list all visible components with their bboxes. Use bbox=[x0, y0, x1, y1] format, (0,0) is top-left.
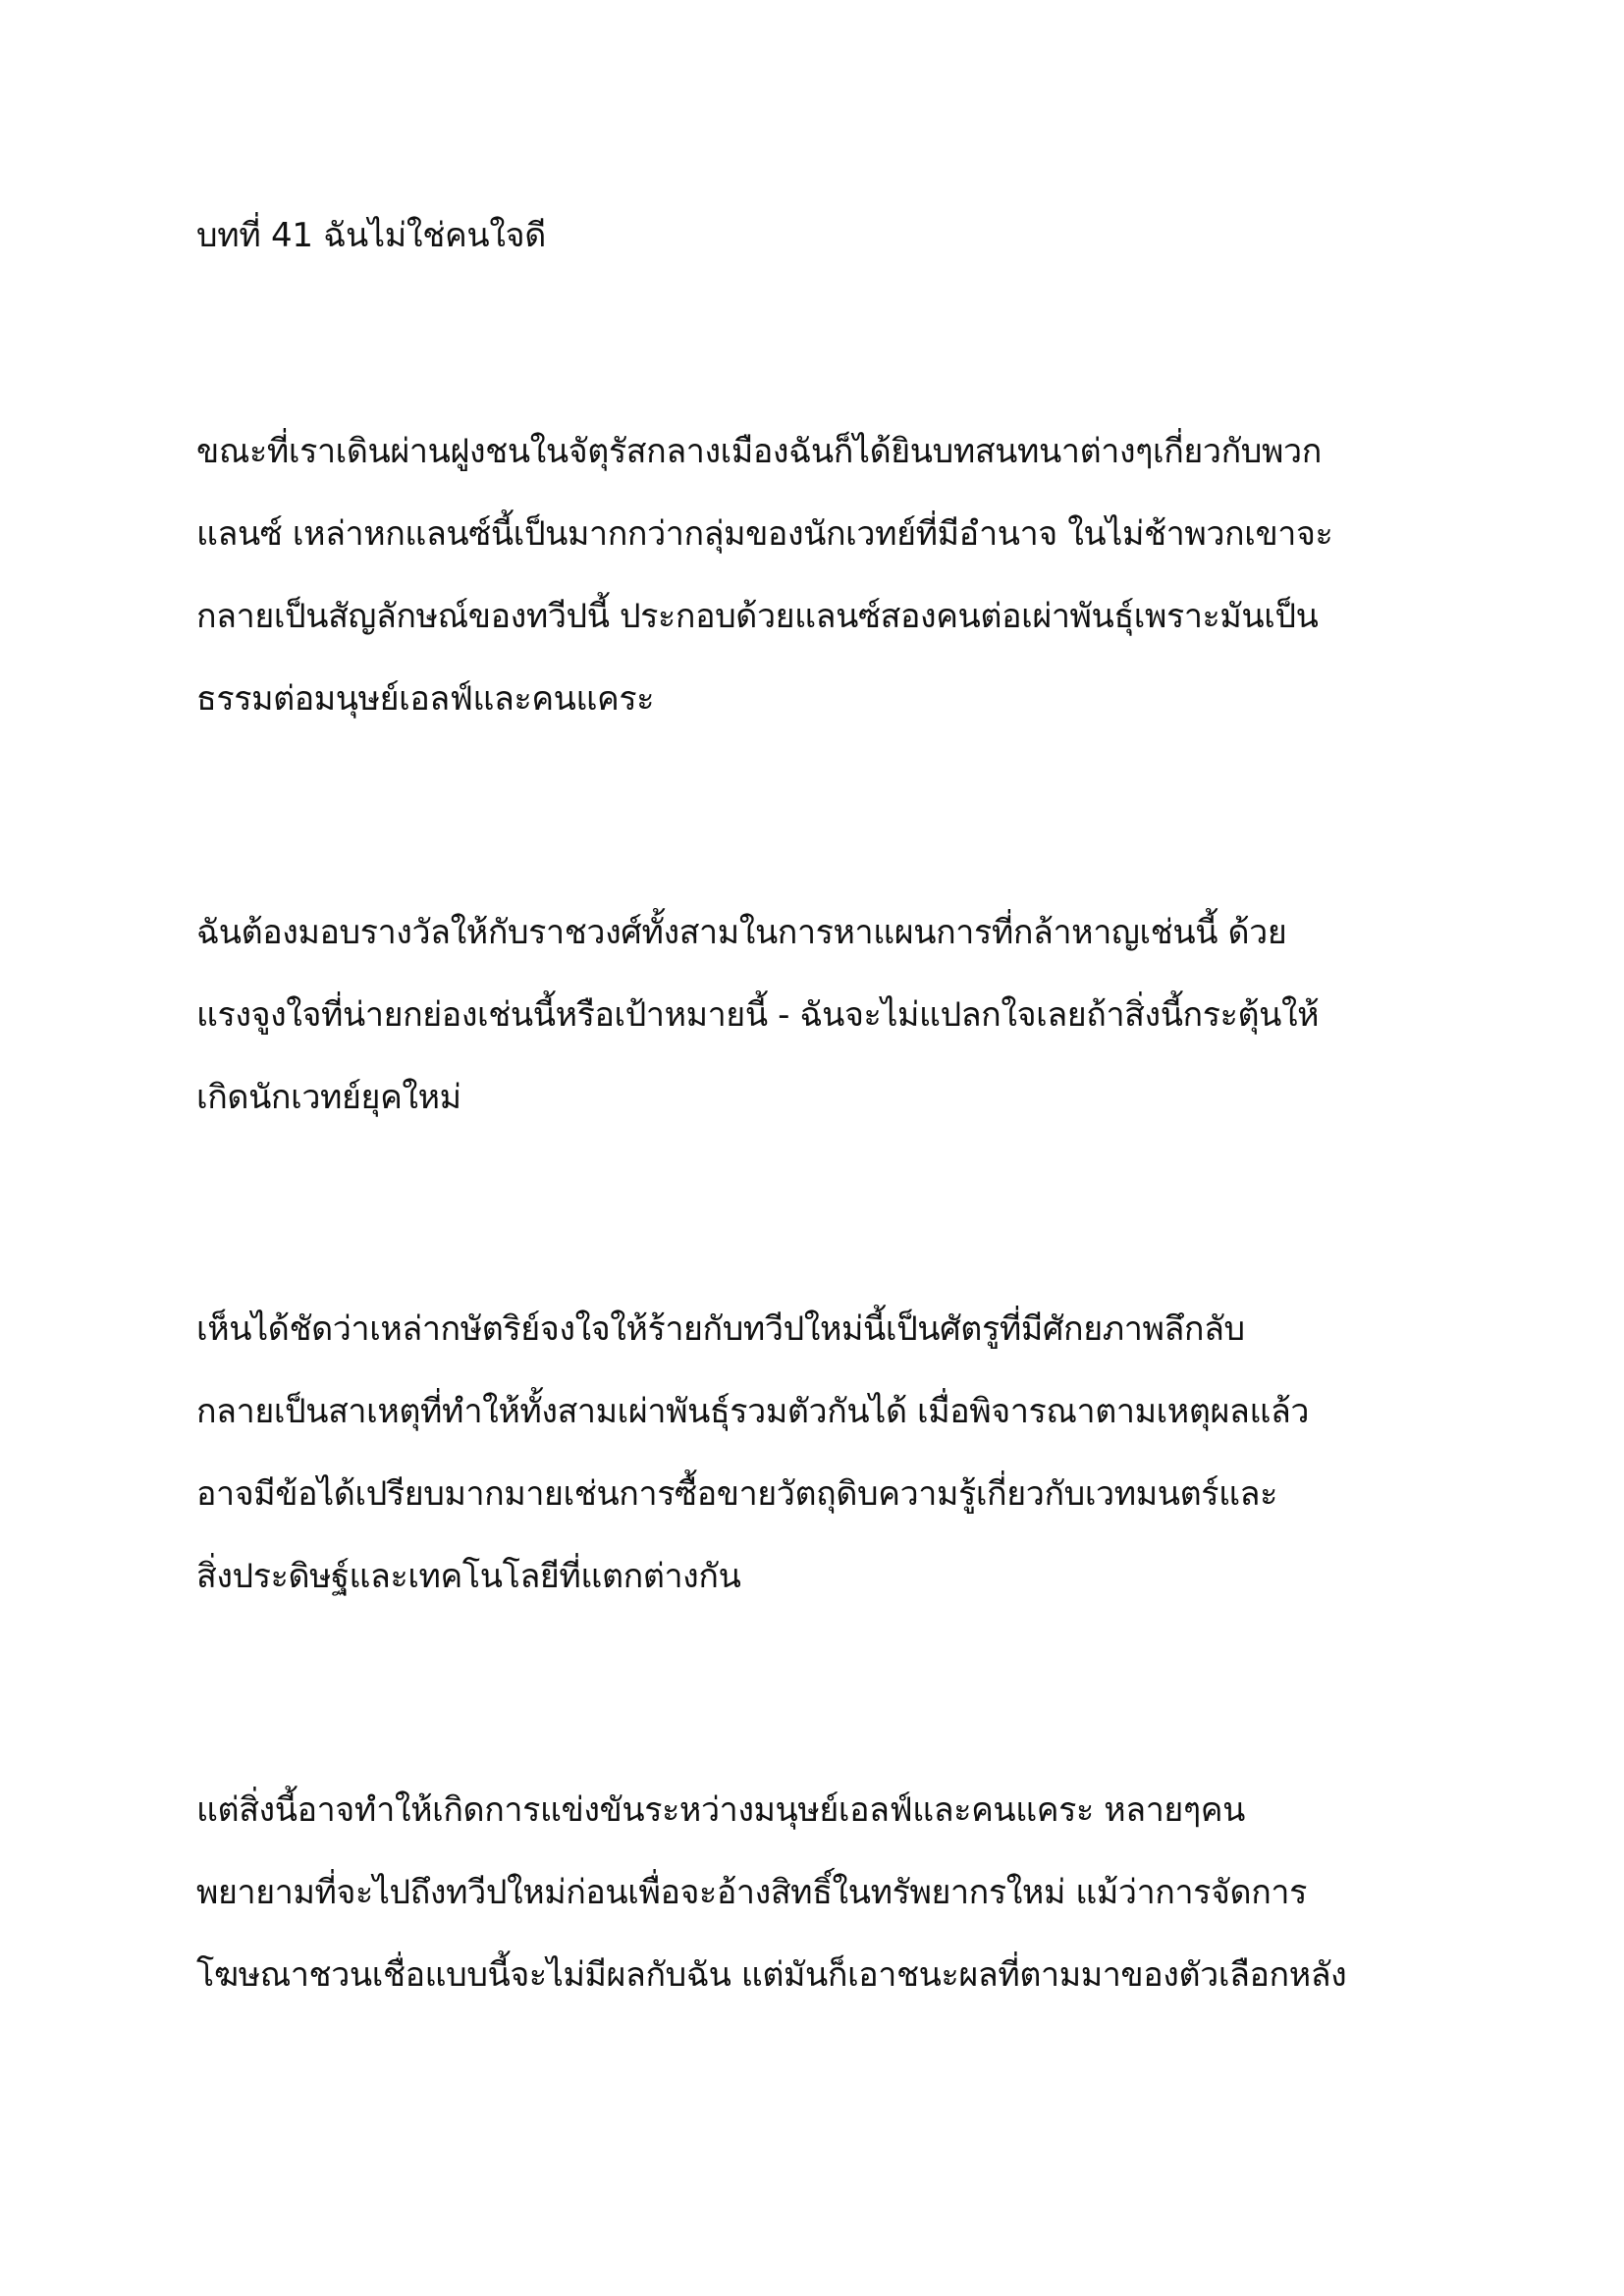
paragraph-1 bbox=[196, 410, 1434, 740]
paragraph-line: เกิดนักเวทย์ยุคใหม่ bbox=[196, 1078, 461, 1117]
paragraph-line: สิ่งประดิษฐ์และเทคโนโลยีที่แตกต่างกัน bbox=[196, 1557, 741, 1596]
paragraph-line: เห็นได้ชัดว่าเหล่ากษัตริย์จงใจให้ร้ายกับทวีปใหม่นี้เป็นศัตรูที่มีศักยภาพลึกลับ bbox=[196, 1309, 1245, 1349]
paragraph-line: แต่สิ่งนี้อาจทำให้เกิดการแข่งขันระหว่างมนุษย์เอลฟ์และคนแคระ หลายๆคน bbox=[196, 1790, 1245, 1830]
paragraph-4 bbox=[196, 1769, 1434, 2016]
chapter-title: บทที่ 41 ฉันไม่ใช่คนใจดี bbox=[196, 216, 547, 255]
paragraph-line: อาจมีข้อได้เปรียบมากมายเช่นการซื้อขายวัตถุดิบความรู้เกี่ยวกับเวทมนตร์และ bbox=[196, 1474, 1277, 1514]
paragraph-line: กลายเป็นสาเหตุที่ทำให้ทั้งสามเผ่าพันธุ์รวมตัวกันได้ เมื่อพิจารณาตามเหตุผลแล้ว bbox=[196, 1392, 1310, 1431]
paragraph-line: ฉันต้องมอบรางวัลให้กับราชวงศ์ทั้งสามในการหาแผนการที่กล้าหาญเช่นนี้ ด้วย bbox=[196, 913, 1287, 952]
paragraph-line: โฆษณาชวนเชื่อแบบนี้จะไม่มีผลกับฉัน แต่มันก็เอาชนะผลที่ตามมาของตัวเลือกหลัง bbox=[196, 1955, 1347, 1995]
paragraph-line: พยายามที่จะไปถึงทวีปใหม่ก่อนเพื่อจะอ้างสิทธิ์ในทรัพยากรใหม่ แม้ว่าการจัดการ bbox=[196, 1873, 1307, 1912]
paragraph-line: ธรรมต่อมนุษย์เอลฟ์และคนแคระ bbox=[196, 679, 655, 719]
paragraph-line: แรงจูงใจที่น่ายกย่องเช่นนี้หรือเป้าหมายนี้ - ฉันจะไม่แปลกใจเลยถ้าสิ่งนี้กระตุ้นให้ bbox=[196, 995, 1320, 1035]
paragraph-line: ขณะที่เราเดินผ่านฝูงชนในจัตุรัสกลางเมืองฉันก็ได้ยินบทสนทนาต่างๆเกี่ยวกับพวก bbox=[196, 432, 1322, 471]
paragraph-line: กลายเป็นสัญลักษณ์ของทวีปนี้ ประกอบด้วยแลนซ์สองคนต่อเผ่าพันธุ์เพราะมันเป็น bbox=[196, 597, 1319, 636]
paragraph-3 bbox=[196, 1288, 1434, 1618]
paragraph-2 bbox=[196, 891, 1434, 1139]
paragraph-line: แลนซ์ เหล่าหกแลนซ์นี้เป็นมากกว่ากลุ่มของนักเวทย์ที่มีอำนาจ ในไม่ช้าพวกเขาจะ bbox=[196, 514, 1333, 554]
